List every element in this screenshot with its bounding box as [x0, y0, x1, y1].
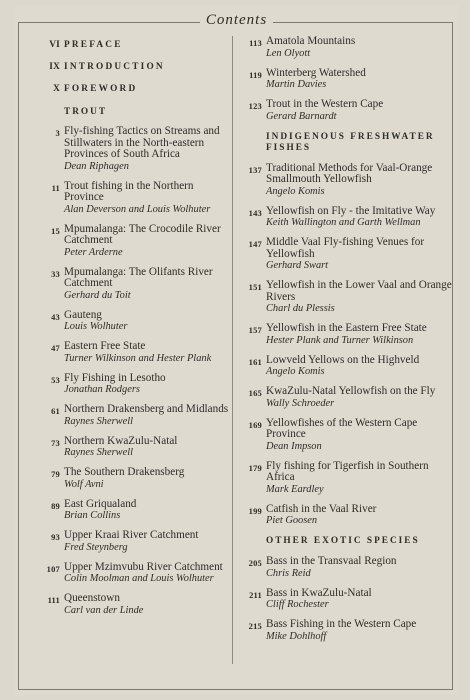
- toc-entry[interactable]: [242, 619, 452, 642]
- entry-title: Fly Fishing in Lesotho: [64, 371, 166, 384]
- page-number: X: [53, 84, 60, 94]
- entry-author: Piet Goosen: [266, 515, 318, 526]
- page-number: 61: [51, 406, 60, 416]
- page-number: 79: [51, 469, 60, 479]
- entry-title: Yellowfish in the Lower Vaal and Orange Rivers: [266, 279, 452, 303]
- page-number: 111: [47, 595, 60, 605]
- toc-entry[interactable]: [40, 530, 230, 553]
- entry-title: Bass in KwaZulu-Natal: [266, 586, 372, 599]
- toc-entry[interactable]: [242, 461, 452, 495]
- entry-author: Wolf Avni: [64, 478, 104, 490]
- toc-entry[interactable]: [242, 418, 452, 452]
- toc-entry[interactable]: [242, 36, 452, 59]
- page-number: 169: [248, 419, 262, 430]
- entry-author: Peter Arderne: [64, 246, 123, 258]
- entry-title: Upper Mzimvubu River Catchment: [64, 560, 223, 573]
- toc-entry[interactable]: [242, 237, 452, 271]
- contents-page: [14, 6, 459, 695]
- entry-title: Upper Kraai River Catchment: [64, 529, 199, 541]
- toc-entry[interactable]: [40, 562, 230, 585]
- page-number: 179: [248, 462, 262, 473]
- page-number: 113: [249, 38, 262, 48]
- page-number: 211: [249, 589, 262, 600]
- page-number: 11: [51, 182, 60, 193]
- toc-entry[interactable]: [242, 386, 452, 409]
- entry-title: Yellowfish in the Eastern Free State: [266, 322, 427, 334]
- page-number: 43: [51, 311, 60, 322]
- page-number: 73: [51, 437, 60, 448]
- toc-entry[interactable]: [40, 224, 230, 258]
- entry-title: East Griqualand: [64, 497, 137, 510]
- toc-entry[interactable]: [242, 504, 452, 527]
- page-number: 107: [46, 563, 60, 574]
- toc-entry[interactable]: [242, 99, 452, 122]
- entry-author: Brian Collins: [64, 510, 121, 521]
- section-heading-indigenous: INDIGENOUS FRESHWATER FISHES: [266, 131, 435, 153]
- entry-title: Amatola Mountains: [266, 35, 356, 47]
- entry-title: Lowveld Yellows on the Highveld: [266, 353, 420, 366]
- toc-entry[interactable]: [40, 499, 230, 522]
- entry-title: Mpumalanga: The Crocodile River Catchment: [64, 222, 221, 246]
- page-number: 205: [248, 558, 262, 568]
- page-title-text: Contents: [200, 12, 273, 28]
- toc-entry[interactable]: [242, 556, 452, 579]
- page-number: 3: [55, 128, 60, 138]
- entry-title: Trout fishing in the Northern Province: [64, 179, 194, 203]
- entry-author: Raynes Sherwell: [64, 447, 133, 458]
- toc-entry[interactable]: [242, 323, 452, 346]
- front-matter-item[interactable]: [40, 40, 230, 51]
- entry-author: Charl du Plessis: [266, 303, 335, 314]
- entry-title: Winterberg Watershed: [266, 66, 366, 79]
- page-number: 93: [51, 532, 60, 542]
- entry-author: Jonathan Rodgers: [64, 384, 140, 395]
- entry-title: Yellowfish on Fly - the Imitative Way: [266, 204, 436, 217]
- entry-title: Fly-fishing Tactics on Streams and Stillwaters in the North-eastern Provinces of South Africa: [64, 125, 220, 160]
- toc-entry[interactable]: [40, 310, 230, 333]
- section-heading-exotic: OTHER EXOTIC SPECIES: [266, 536, 420, 546]
- section-heading-trout: TROUT: [64, 107, 108, 117]
- page-number: 151: [248, 282, 262, 292]
- toc-entry[interactable]: [242, 68, 452, 91]
- page-number: IX: [49, 62, 60, 72]
- entry-author: Angelo Komis: [266, 366, 325, 377]
- entry-author: Mark Eardley: [266, 483, 324, 495]
- entry-title: Queenstown: [64, 592, 120, 604]
- toc-entry[interactable]: [40, 593, 230, 616]
- toc-entry[interactable]: [40, 126, 230, 172]
- toc-entry[interactable]: [40, 181, 230, 215]
- section-heading: [40, 107, 230, 118]
- section-heading: [242, 536, 452, 547]
- entry-author: Louis Wolhuter: [64, 321, 128, 332]
- entry-title: Traditional Methods for Vaal-Orange Smallmouth Yellowfish: [266, 161, 433, 185]
- entry-author: Alan Deverson and Louis Wolhuter: [64, 203, 211, 215]
- entry-author: Dean Impson: [266, 440, 322, 452]
- entry-author: Dean Riphagen: [64, 160, 129, 172]
- page-number: 143: [248, 207, 262, 218]
- right-column: [242, 36, 452, 642]
- front-matter-item[interactable]: [40, 62, 230, 73]
- entry-title: Bass Fishing in the Western Cape: [266, 618, 417, 630]
- entry-title: Fly fishing for Tigerfish in Southern Africa: [266, 459, 429, 483]
- toc-entry[interactable]: [40, 436, 230, 459]
- page-number: 137: [248, 164, 262, 175]
- page-number: 215: [248, 621, 262, 631]
- page-number: 15: [51, 225, 60, 236]
- toc-entry[interactable]: [242, 588, 452, 611]
- section-heading: [242, 132, 452, 154]
- entry-author: Colin Moolman and Louis Wolhuter: [64, 573, 214, 584]
- entry-author: Hester Plank and Turner Wilkinson: [266, 334, 414, 346]
- toc-entry[interactable]: [40, 373, 230, 396]
- toc-entry[interactable]: [40, 267, 230, 301]
- page-number: 165: [248, 388, 262, 398]
- entry-author: Martin Davies: [266, 79, 327, 90]
- entry-author: Raynes Sherwell: [64, 415, 133, 427]
- page-number: VI: [49, 40, 60, 50]
- front-matter-label: FOREWORD: [64, 84, 138, 94]
- entry-author: Keith Wallington and Garth Wellman: [266, 217, 421, 228]
- entry-author: Gerhard Swart: [266, 260, 329, 271]
- front-matter-label: INTRODUCTION: [64, 62, 165, 72]
- entry-title: Trout in the Western Cape: [266, 98, 384, 110]
- entry-title: Mpumalanga: The Olifants River Catchment: [64, 265, 213, 289]
- toc-entry[interactable]: [40, 467, 230, 490]
- toc-entry[interactable]: [40, 404, 230, 427]
- left-column: [40, 40, 230, 616]
- page-number: 33: [51, 268, 60, 279]
- page-number: 47: [51, 343, 60, 353]
- entry-author: Gerhard du Toit: [64, 289, 131, 301]
- entry-author: Mike Dohlhoff: [266, 630, 327, 642]
- entry-author: Wally Schroeder: [266, 397, 335, 409]
- page-number: 89: [51, 500, 60, 511]
- page-title: [14, 12, 459, 29]
- toc-entry[interactable]: [242, 163, 452, 197]
- entry-title: Northern Drakensberg and Midlands: [64, 403, 229, 415]
- toc-entry[interactable]: [242, 355, 452, 378]
- toc-entry[interactable]: [40, 341, 230, 364]
- entry-author: Chris Reid: [266, 567, 311, 579]
- entry-title: Eastern Free State: [64, 340, 146, 352]
- entry-title: Middle Vaal Fly-fishing Venues for Yellowfish: [266, 236, 425, 260]
- entry-title: The Southern Drakensberg: [64, 466, 185, 478]
- entry-title: Gauteng: [64, 308, 102, 321]
- entry-title: Catfish in the Vaal River: [266, 502, 377, 515]
- front-matter-label: PREFACE: [64, 40, 123, 50]
- entry-author: Angelo Komis: [266, 185, 325, 197]
- page-number: 157: [248, 325, 262, 335]
- entry-author: Len Olyott: [266, 47, 311, 59]
- page-number: 53: [51, 374, 60, 385]
- entry-author: Fred Steynberg: [64, 541, 128, 553]
- front-matter-item[interactable]: [40, 84, 230, 95]
- toc-entry[interactable]: [242, 206, 452, 229]
- entry-title: Yellowfishes of the Western Cape Province: [266, 416, 418, 440]
- entry-title: Bass in the Transvaal Region: [266, 555, 397, 567]
- entry-author: Turner Wilkinson and Hester Plank: [64, 352, 212, 364]
- toc-entry[interactable]: [242, 280, 452, 314]
- entry-title: Northern KwaZulu-Natal: [64, 434, 178, 447]
- page-number: 199: [248, 505, 262, 516]
- entry-title: KwaZulu-Natal Yellowfish on the Fly: [266, 385, 436, 397]
- entry-author: Cliff Rochester: [266, 599, 329, 610]
- page-number: 123: [248, 101, 262, 111]
- page-number: 119: [249, 69, 262, 80]
- page-number: 147: [248, 239, 262, 249]
- page-number: 161: [248, 356, 262, 367]
- entry-author: Gerard Barnardt: [266, 110, 337, 122]
- entry-author: Carl van der Linde: [64, 604, 144, 616]
- column-divider: [232, 36, 233, 664]
